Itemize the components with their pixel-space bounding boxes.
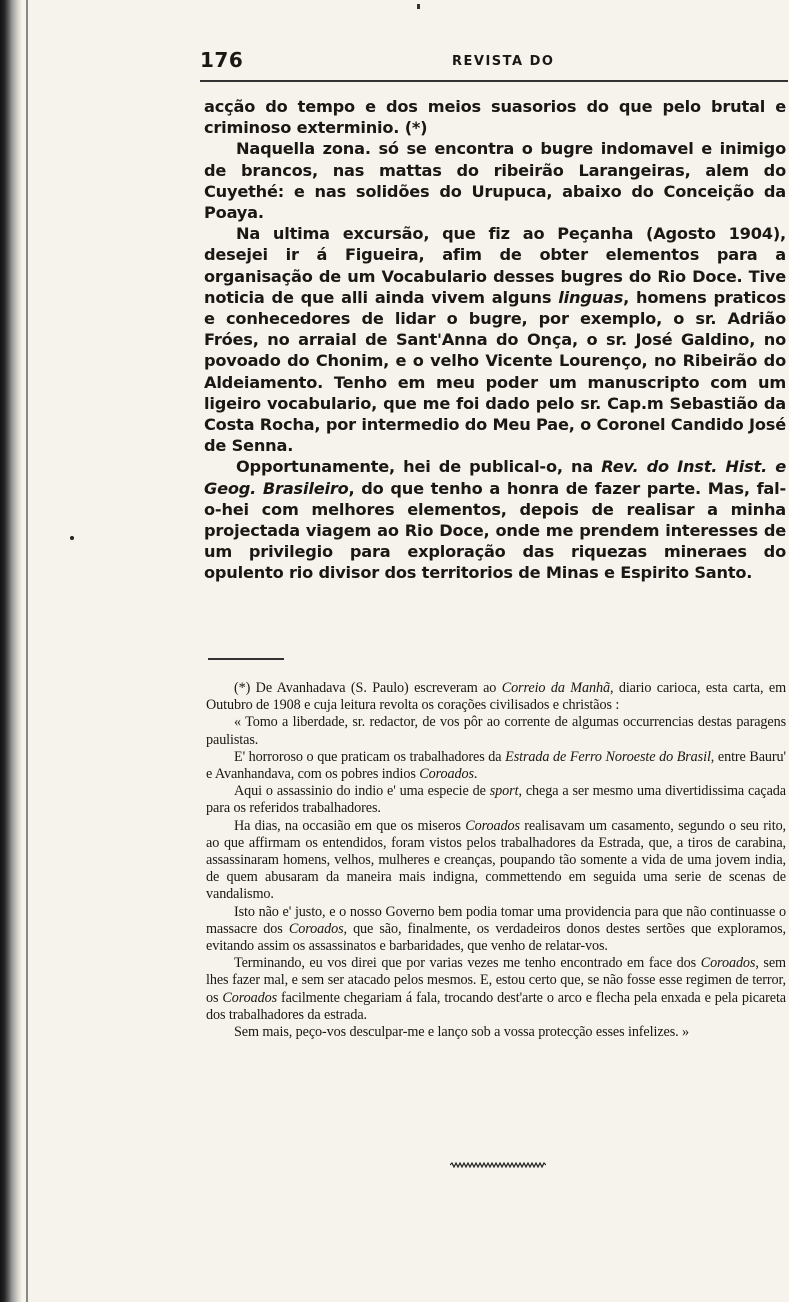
running-title: REVISTA DO bbox=[452, 54, 555, 69]
page-header bbox=[200, 42, 788, 82]
text-run: , chega a ser mesmo uma divertidissima caçada para os referidos trabalhadores. bbox=[206, 783, 786, 817]
text-run: Aqui o assassinio do indio e' uma especie de bbox=[234, 783, 490, 800]
paragraph: Naquella zona. só se encontra o bugre indomavel e inimigo de brancos, nas mattas do ribeirão Larangeiras, alem do Cuyethé: e nas solidões do Urupuca, abaixo do Conceição da Poaya. bbox=[204, 139, 786, 223]
text-run: , do que tenho a honra de fazer parte. Mas, fal-o-hei com melhores elementos, depois de realisar a minha projectada viagem ao Rio Doce, onde me prendem interesses de um privilegio para exploração das riquezas mineraes do opulento rio divisor dos territorios de Minas e Espirito Santo. bbox=[204, 478, 786, 583]
footnote-paragraph bbox=[206, 783, 786, 817]
book-binding-edge bbox=[0, 0, 22, 1302]
text-run: , entre Bauru' e Avanhandava, com os pobres indios bbox=[206, 748, 787, 783]
end-ornament bbox=[450, 1162, 546, 1168]
footnote-paragraph: Sem mais, peço-vos desculpar-me e lanço sob a vossa protecção esses infelizes. » bbox=[234, 1024, 690, 1041]
text-run: Opportunamente, hei de publical-o, na bbox=[236, 457, 602, 477]
footnote bbox=[206, 680, 786, 1041]
italic-term: Coroados bbox=[288, 920, 344, 937]
italic-term: Coroados bbox=[222, 989, 278, 1006]
italic-term: Correio da Manhã bbox=[501, 680, 610, 696]
text-run: realisavam um casamento, segundo o seu rito, ao que affirmam os entendidos, foram vistos pelos trabalhadores da Estrada, que, a tiros de carabina, assassinaram homens, velhos, mulheres e creanças, poupando tão somente a vida de uma jovem india, de quem abusaram da maneira mais indigna, commettendo em seguida uma serie de scenas de vandalismo. bbox=[206, 817, 787, 903]
text-run: Ha dias, na occasião em que os miseros bbox=[234, 817, 466, 834]
page-number: 176 bbox=[200, 48, 244, 72]
paragraph: acção do tempo e dos meios suasorios do que pelo brutal e criminoso exterminio. (*) bbox=[204, 97, 786, 138]
footnote-paragraph bbox=[206, 818, 786, 904]
italic-term: Coroados bbox=[465, 817, 520, 834]
footnote-paragraph: « Tomo a liberdade, sr. redactor, de vos pôr ao corrente de algumas occurrencias destas paragens paulistas. bbox=[206, 714, 786, 748]
footnote-paragraph bbox=[206, 749, 786, 783]
italic-term: sport bbox=[489, 783, 519, 800]
text-run: Isto não e' justo, e o nosso Governo bem podia tomar uma providencia para que não continuasse o massacre dos bbox=[206, 903, 786, 937]
footnote-paragraph bbox=[206, 955, 786, 1024]
ink-speck bbox=[417, 4, 420, 9]
paragraph bbox=[204, 456, 786, 583]
italic-term: Estrada de Ferro Noroeste do Brasil bbox=[505, 748, 711, 765]
ink-dot bbox=[70, 536, 74, 540]
journal-title: Rev. do Inst. Hist. e Geog. Brasileiro bbox=[204, 457, 786, 498]
text-run: E' horroroso o que praticam os trabalhadores da bbox=[234, 748, 506, 765]
text-run: facilmente chegariam á fala, trocando dest'arte o arco e flecha pela enxada e pela picareta dos trabalhadores da estrada. bbox=[206, 989, 786, 1023]
text-run: Na ultima excursão, que fiz ao Peçanha (Agosto 1904), desejei ir á Figueira, afim de obter elementos para a organisação de um Vocabulario desses bugres do Rio Doce. Tive noticia de que alli ainda vivem alguns bbox=[204, 224, 786, 307]
italic-term: linguas bbox=[558, 287, 624, 307]
text-run: (*) De Avanhadava (S. Paulo) escreveram ao bbox=[234, 680, 502, 696]
footnote-paragraph bbox=[206, 680, 786, 714]
header-rule bbox=[200, 80, 788, 82]
paragraph bbox=[204, 223, 786, 456]
footnote-rule bbox=[208, 658, 284, 660]
main-text bbox=[204, 96, 786, 584]
gutter-line bbox=[26, 0, 28, 1302]
text-run: , homens praticos e conhecedores de lidar o bugre, por exemplo, o sr. Adrião Fróes, no arraial de Sant'Anna do Onça, o sr. José Galdino, no povoado do Chonim, e o velho Vicente Lourenço, no Ribeirão do Aldeiamento. Tenho em meu poder um manuscripto com um ligeiro vocabulario, que me foi dado pelo sr. Cap.m Sebastião da Costa Rocha, por intermedio do Meu Pae, o Coronel Candido José de Senna. bbox=[204, 287, 786, 456]
text-run: . bbox=[473, 766, 478, 783]
italic-term: Coroados bbox=[700, 955, 756, 972]
footnote-paragraph bbox=[206, 904, 786, 956]
text-run: Terminando, eu vos direi que por varias vezes me tenho encontrado em face dos bbox=[234, 955, 701, 972]
text-run: , sem lhes fazer mal, e sem ser atacado pelos mesmos. E, estou certo que, se não fosse esse regimen de terror, os bbox=[206, 955, 786, 1006]
text-run: , diario carioca, esta carta, em Outubro de 1908 e cuja leitura revolta os corações civilisados e christãos : bbox=[206, 680, 787, 714]
italic-term: Coroados bbox=[419, 766, 474, 783]
text-run: , que são, finalmente, os verdadeiros donos destes sertões que exploramos, evitando assim os assassinatos e barbaridades, que venho de relatar-vos. bbox=[206, 920, 786, 955]
